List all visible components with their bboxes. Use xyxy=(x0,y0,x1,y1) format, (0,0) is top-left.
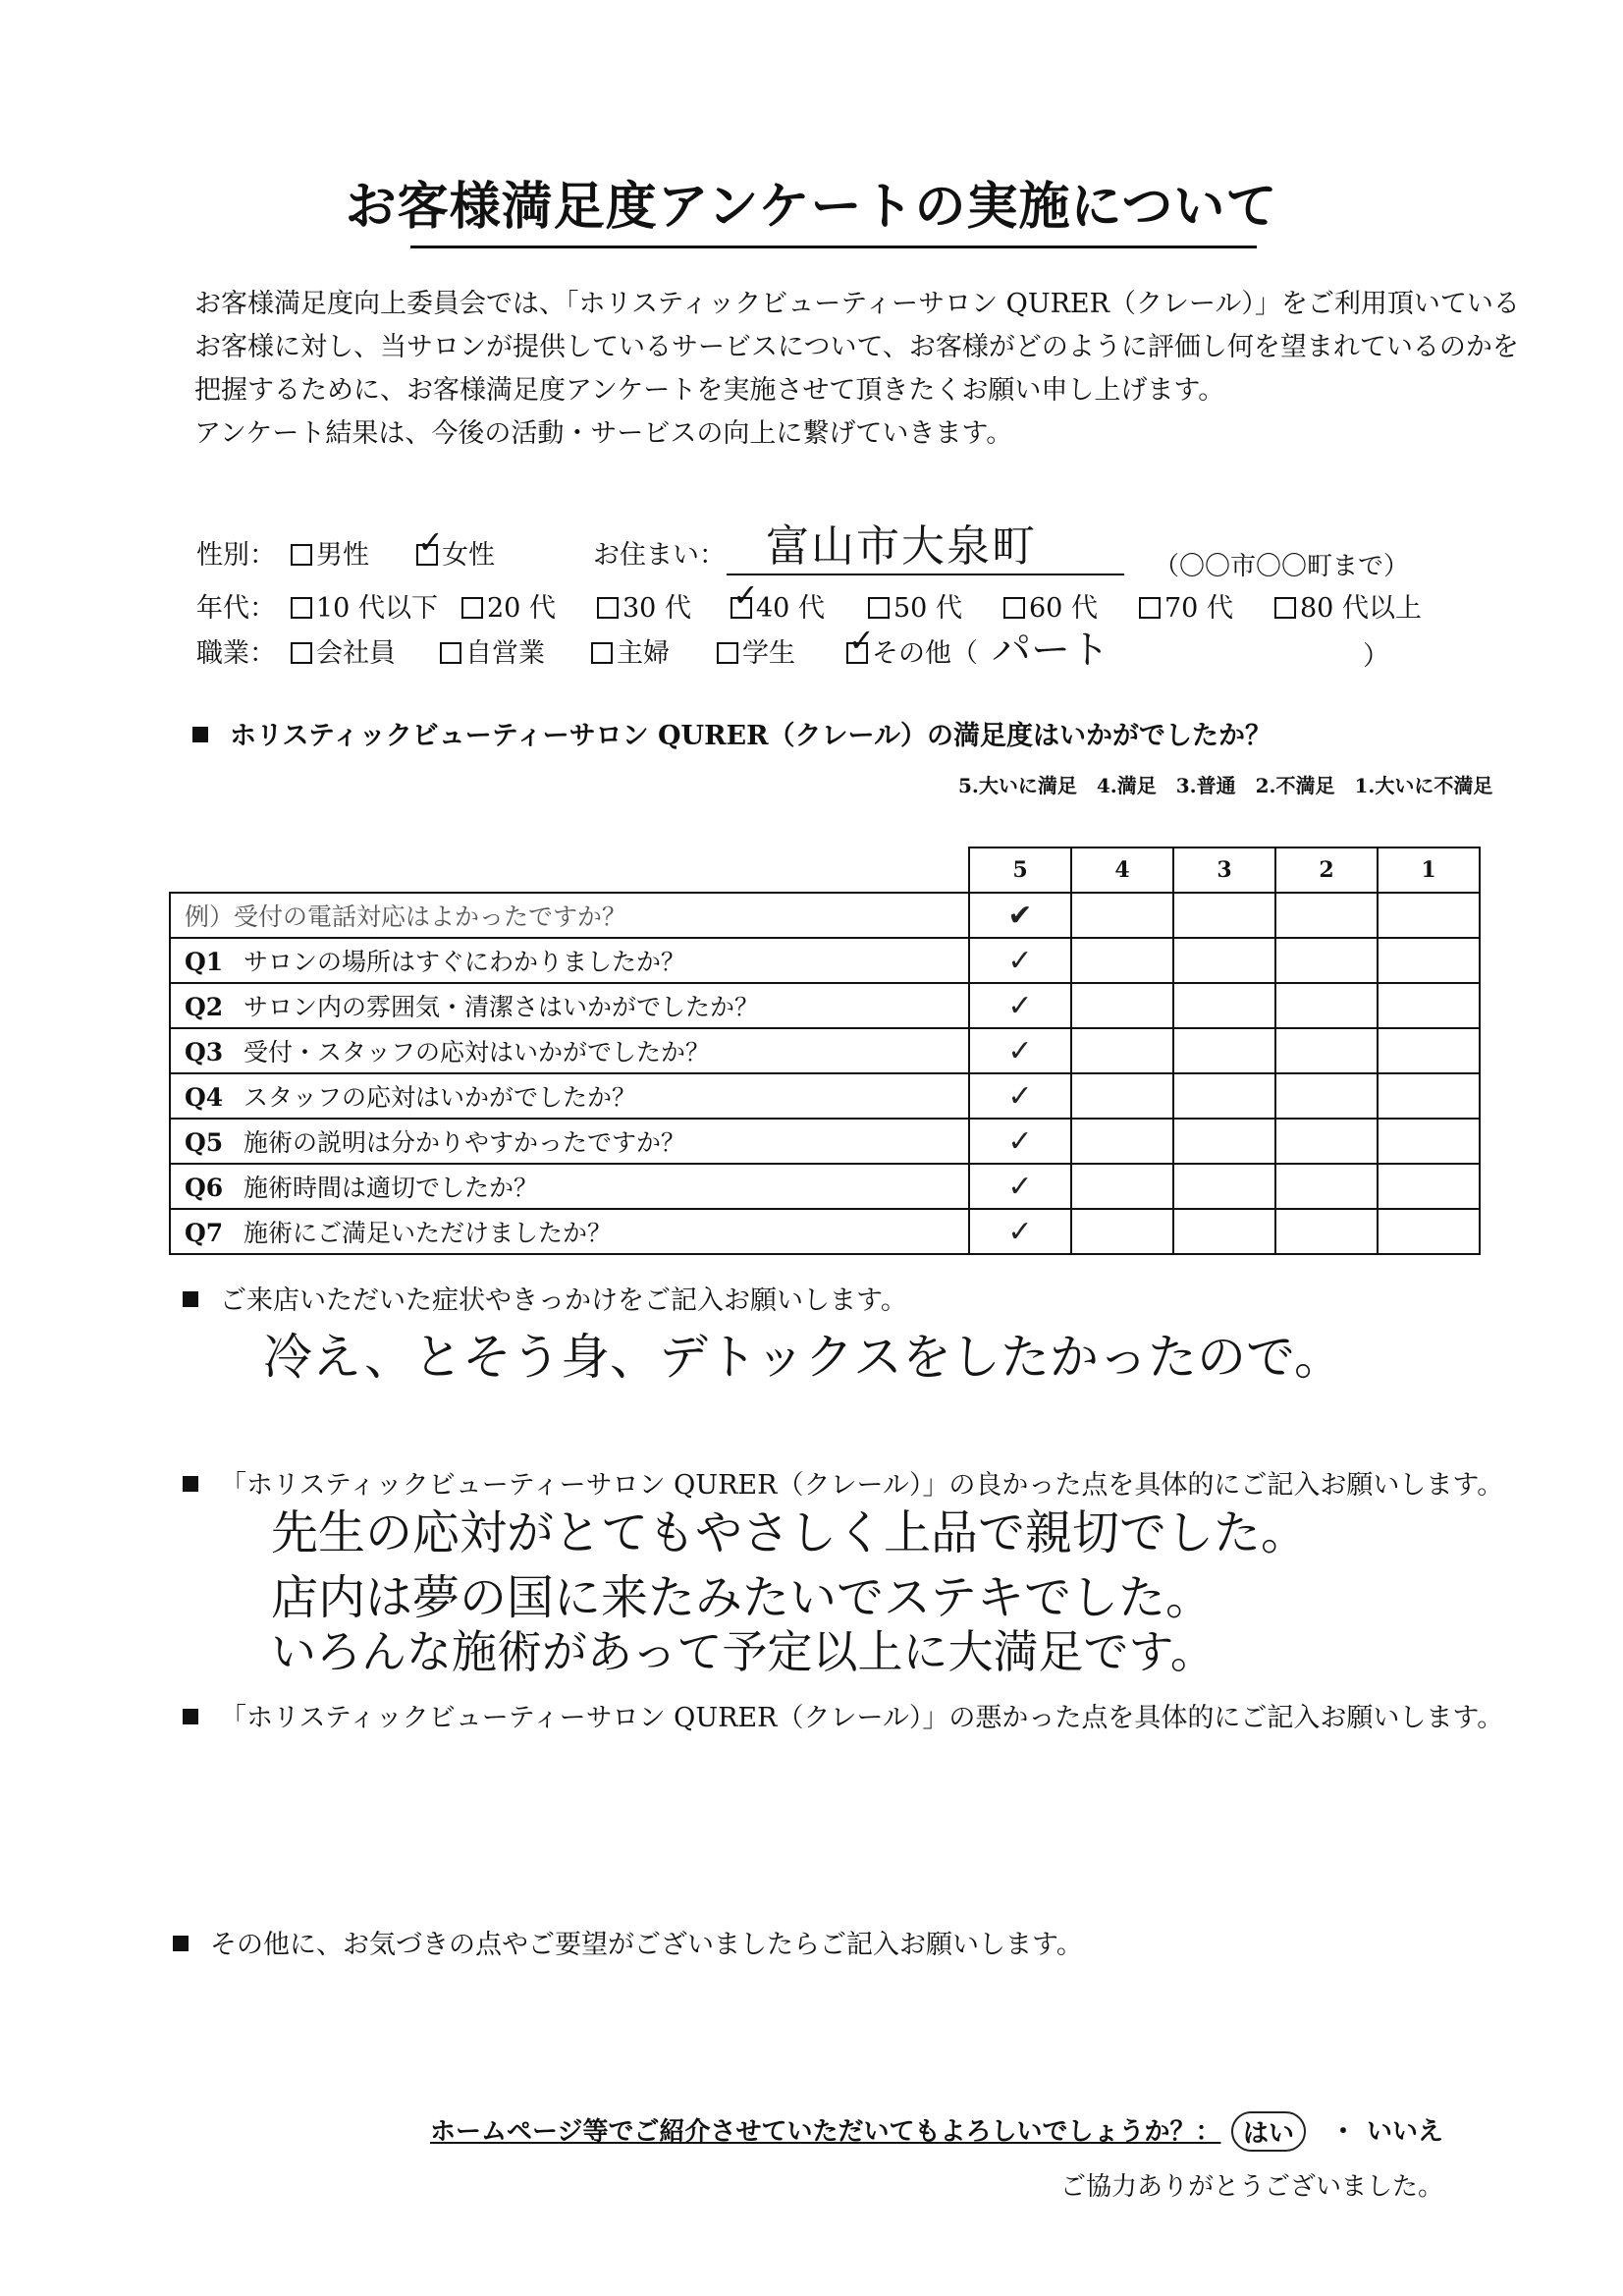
intro-line: 把握するために、お客様満足度アンケートを実施させて頂きたくお願い申し上げます。 xyxy=(194,375,1225,406)
check-mark-icon: ✔ xyxy=(1007,898,1033,933)
checkbox[interactable] xyxy=(591,642,613,664)
intro-paragraph xyxy=(194,283,1520,456)
table-row xyxy=(170,938,1480,983)
age-option[interactable]: 80 代以上 xyxy=(1274,586,1422,625)
table-row xyxy=(170,1028,1480,1073)
rating-cell[interactable] xyxy=(1071,1119,1173,1164)
rating-cell[interactable] xyxy=(1173,1073,1275,1119)
checkbox[interactable] xyxy=(1274,597,1296,619)
gender-label: 性別： xyxy=(196,540,276,571)
job-other-value[interactable]: パート xyxy=(992,628,1109,673)
question: Q6 施術時間は適切でしたか？ xyxy=(170,1164,969,1209)
gender-option-female[interactable]: 女性 xyxy=(416,533,495,572)
check-mark-icon: ✓ xyxy=(1007,1169,1033,1204)
reason-answer[interactable]: 冷え、とそう身、デトックスをしたかったので。 xyxy=(263,1329,1343,1386)
check-mark-icon: ✓ xyxy=(732,576,759,614)
good-points-line[interactable]: 店内は夢の国に来たみたいでステキでした。 xyxy=(271,1570,1214,1625)
age-option[interactable]: 30 代 xyxy=(597,586,691,625)
job-option-selected[interactable]: その他（ xyxy=(846,631,978,670)
check-mark-icon: ✓ xyxy=(1007,1033,1033,1068)
thanks-message: ご協力ありがとうございました。 xyxy=(1060,2172,1444,2202)
rating-cell[interactable] xyxy=(1378,1073,1480,1119)
rating-cell[interactable] xyxy=(1378,1119,1480,1164)
rating-cell[interactable] xyxy=(969,1028,1071,1073)
rating-cell[interactable] xyxy=(969,983,1071,1028)
question: Q7 施術にご満足いただけましたか？ xyxy=(170,1209,969,1254)
rating-cell[interactable] xyxy=(1173,1028,1275,1073)
rating-cell[interactable] xyxy=(1071,1209,1173,1254)
age-option[interactable]: 20 代 xyxy=(461,586,556,625)
check-mark-icon: ✓ xyxy=(1007,1123,1033,1159)
good-points-heading: 「ホリスティックビューティーサロン QURER（クレール）」の良かった点を具体的にご記入お願いします。 xyxy=(183,1463,1503,1502)
rating-cell[interactable] xyxy=(1071,893,1173,938)
rating-cell[interactable] xyxy=(1173,983,1275,1028)
rating-cell[interactable] xyxy=(1071,1028,1173,1073)
title-underline xyxy=(410,246,1257,248)
question: Q3 受付・スタッフの応対はいかがでしたか？ xyxy=(170,1028,969,1073)
table-row xyxy=(170,1164,1480,1209)
job-option[interactable]: 会社員 xyxy=(291,631,396,670)
table-header-row xyxy=(170,847,1480,893)
homepage-permission-no[interactable]: いいえ xyxy=(1367,2117,1444,2147)
rating-cell[interactable] xyxy=(1071,938,1173,983)
rating-cell[interactable] xyxy=(1275,893,1378,938)
rating-cell[interactable] xyxy=(1378,1209,1480,1254)
satisfaction-table xyxy=(169,847,1481,1255)
rating-cell[interactable] xyxy=(1275,938,1378,983)
address-hint: （〇〇市〇〇町まで） xyxy=(1154,552,1410,581)
age-option[interactable]: 10 代以下 xyxy=(291,586,438,625)
bullet-square-icon xyxy=(183,1291,198,1307)
other-requests-heading: その他に、お気づきの点やご要望がございましたらご記入お願いします。 xyxy=(173,1923,1083,1961)
scale-legend: 5.大いに満足 4.満足 3.普通 2.不満足 1.大いに不満足 xyxy=(958,774,1493,797)
good-points-line[interactable]: いろんな施術があって予定以上に大満足です。 xyxy=(271,1625,1216,1678)
column-header: 1 xyxy=(1378,847,1480,893)
gender-option-male[interactable]: 男性 xyxy=(291,533,369,572)
rating-cell[interactable] xyxy=(1275,1164,1378,1209)
checkbox[interactable] xyxy=(291,597,312,619)
column-header: 2 xyxy=(1275,847,1378,893)
job-label: 職業： xyxy=(196,638,276,669)
rating-cell[interactable] xyxy=(1071,983,1173,1028)
check-mark-icon: ✓ xyxy=(417,523,444,561)
age-option[interactable]: 70 代 xyxy=(1139,586,1233,625)
rating-cell[interactable] xyxy=(1071,1164,1173,1209)
checkbox[interactable] xyxy=(717,642,738,664)
bad-points-heading: 「ホリスティックビューティーサロン QURER（クレール）」の悪かった点を具体的にご記入お願いします。 xyxy=(183,1696,1503,1734)
reason-heading: ご来店いただいた症状やきっかけをご記入お願いします。 xyxy=(183,1279,907,1317)
check-mark-icon: ✓ xyxy=(1007,988,1033,1023)
age-option-selected[interactable]: 40 代 xyxy=(730,586,825,625)
job-option[interactable]: 学生 xyxy=(717,631,795,670)
table-row xyxy=(170,1119,1480,1164)
rating-cell[interactable] xyxy=(1275,983,1378,1028)
survey-heading: ホリスティックビューティーサロン QURER（クレール）の満足度はいかがでしたか？ xyxy=(192,714,1271,752)
checkbox[interactable] xyxy=(291,642,312,664)
rating-cell[interactable] xyxy=(1275,1119,1378,1164)
intro-line: お客様満足度向上委員会では、「ホリスティックビューティーサロン QURER（クレール）」をご利用頂いている xyxy=(194,289,1520,319)
checkbox[interactable] xyxy=(291,544,312,566)
page-title: お客様満足度アンケートの実施について xyxy=(345,177,1278,237)
rating-cell[interactable] xyxy=(969,1073,1071,1119)
checkbox[interactable] xyxy=(461,597,483,619)
checkbox[interactable] xyxy=(440,642,461,664)
column-header: 4 xyxy=(1071,847,1173,893)
bullet-square-icon xyxy=(183,1709,198,1724)
job-option[interactable]: 自営業 xyxy=(440,631,545,670)
check-mark-icon: ✓ xyxy=(1007,943,1033,978)
intro-line: お客様に対し、当サロンが提供しているサービスについて、お客様がどのように評価し何を望まれているのかを xyxy=(194,332,1519,362)
rating-cell[interactable] xyxy=(1378,983,1480,1028)
job-option[interactable]: 主婦 xyxy=(591,631,670,670)
homepage-permission-question: ホームページ等でご紹介させていただいてもよろしいでしょうか？： xyxy=(430,2117,1221,2147)
age-option[interactable]: 50 代 xyxy=(868,586,962,625)
table-row xyxy=(170,1209,1480,1254)
bullet-square-icon xyxy=(192,727,208,742)
rating-cell[interactable] xyxy=(969,1119,1071,1164)
rating-cell[interactable] xyxy=(1173,1164,1275,1209)
bullet-square-icon xyxy=(173,1936,189,1951)
rating-cell[interactable] xyxy=(1378,893,1480,938)
question: Q1 サロンの場所はすぐにわかりましたか？ xyxy=(170,938,969,983)
question: Q4 スタッフの応対はいかがでしたか？ xyxy=(170,1073,969,1119)
checkbox[interactable] xyxy=(868,597,890,619)
checkbox[interactable] xyxy=(597,597,619,619)
rating-cell[interactable] xyxy=(1173,1209,1275,1254)
column-header: 5 xyxy=(969,847,1071,893)
rating-cell[interactable] xyxy=(1378,1164,1480,1209)
rating-cell[interactable] xyxy=(1275,1028,1378,1073)
question-text: 例）受付の電話対応はよかったですか？ xyxy=(170,893,969,938)
age-label: 年代： xyxy=(196,593,276,624)
rating-cell[interactable] xyxy=(1173,1119,1275,1164)
rating-cell[interactable] xyxy=(1173,893,1275,938)
rating-cell[interactable] xyxy=(1275,1209,1378,1254)
table-row-example xyxy=(170,893,1480,938)
age-option[interactable]: 60 代 xyxy=(1003,586,1098,625)
rating-cell[interactable] xyxy=(969,938,1071,983)
homepage-permission-yes[interactable]: はい xyxy=(1231,2111,1306,2152)
question: Q5 施術の説明は分かりやすかったですか？ xyxy=(170,1119,969,1164)
rating-cell[interactable] xyxy=(969,1209,1071,1254)
checkbox[interactable] xyxy=(1139,597,1161,619)
intro-line: アンケート結果は、今後の活動・サービスの向上に繋げていきます。 xyxy=(194,418,1013,449)
rating-cell[interactable] xyxy=(1275,1073,1378,1119)
check-mark-icon: ✓ xyxy=(848,622,875,659)
rating-cell[interactable] xyxy=(969,1164,1071,1209)
check-mark-icon: ✓ xyxy=(1007,1214,1033,1249)
rating-cell[interactable] xyxy=(1071,1073,1173,1119)
column-header: 3 xyxy=(1173,847,1275,893)
table-row xyxy=(170,1073,1480,1119)
address-value[interactable]: 富山市大泉町 xyxy=(766,521,1037,572)
rating-cell[interactable] xyxy=(1378,1028,1480,1073)
check-mark-icon: ✓ xyxy=(1007,1078,1033,1114)
rating-cell[interactable] xyxy=(1173,938,1275,983)
bullet-square-icon xyxy=(183,1476,198,1492)
table-row xyxy=(170,983,1480,1028)
checkbox[interactable] xyxy=(1003,597,1025,619)
rating-cell[interactable] xyxy=(1378,938,1480,983)
good-points-line[interactable]: 先生の応対がとてもやさしく上品で親切でした。 xyxy=(271,1505,1309,1560)
rating-cell[interactable] xyxy=(969,893,1071,938)
address-underline xyxy=(727,574,1124,575)
option-separator: ・ xyxy=(1330,2117,1357,2147)
address-label: お住まい： xyxy=(593,540,726,571)
table-header-blank xyxy=(170,847,969,893)
question: Q2 サロン内の雰囲気・清潔さはいかがでしたか？ xyxy=(170,983,969,1028)
job-close-paren: ） xyxy=(1363,641,1389,672)
